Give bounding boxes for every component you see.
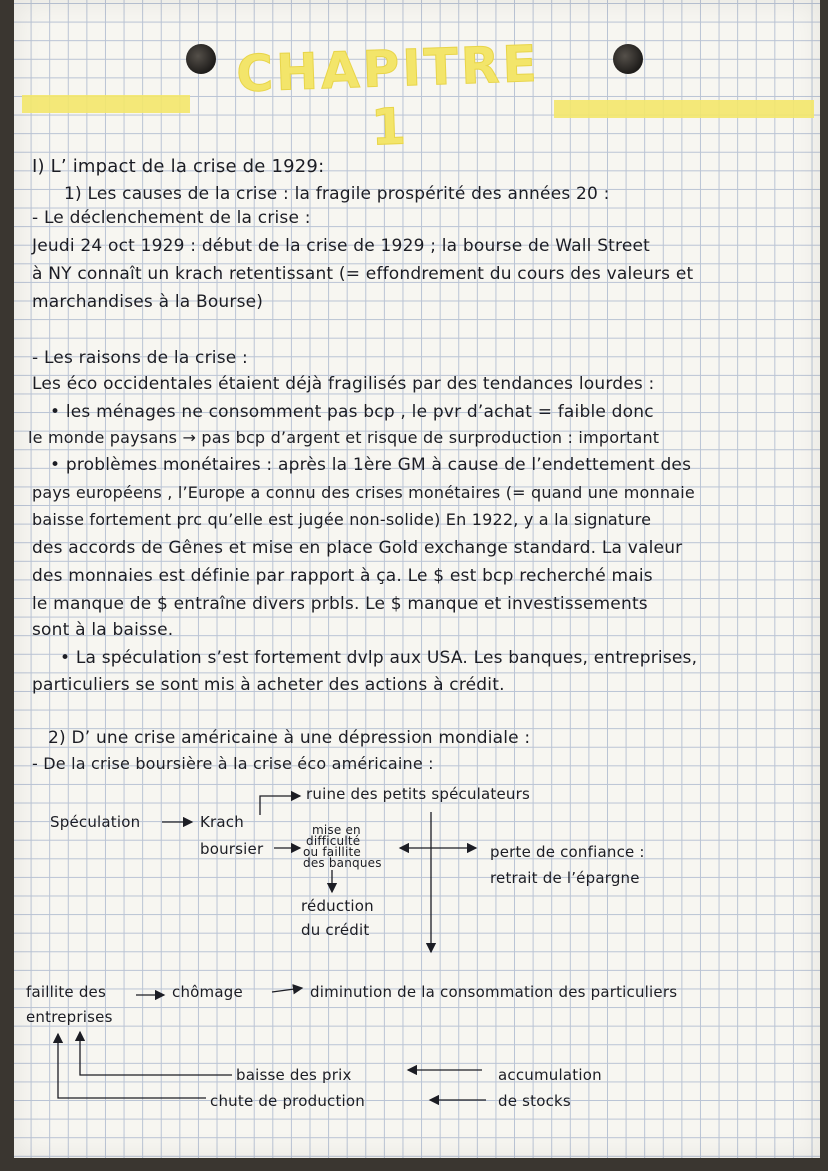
text-line: - Le déclenchement de la crise : <box>32 208 311 228</box>
arrow-chomage-diminution <box>272 988 302 992</box>
diagram-krach-2: boursier <box>200 840 264 858</box>
subsection-1-heading: 1) Les causes de la crise : la fragile prospérité des années 20 : <box>64 184 610 204</box>
diagram-chomage: chômage <box>172 983 243 1001</box>
diagram-reduction-2: du crédit <box>301 921 370 939</box>
diagram-baisse-prix: baisse des prix <box>236 1066 352 1084</box>
diagram-faillite-2: entreprises <box>26 1008 113 1026</box>
diagram-faillite-1: faillite des <box>26 983 106 1001</box>
text-line: des monnaies est définie par rapport à ça. Le $ est bcp recherché mais <box>32 566 653 586</box>
diagram-banques-4: des banques <box>303 856 382 870</box>
text-line: • les ménages ne consomment pas bcp , le pvr d’achat = faible donc <box>50 402 654 422</box>
text-line: Jeudi 24 oct 1929 : début de la crise de 1929 ; la bourse de Wall Street <box>32 236 651 256</box>
text-line: • La spéculation s’est fortement dvlp aux USA. Les banques, entreprises, <box>60 648 698 668</box>
subsection-2-heading: 2) D’ une crise américaine à une dépression mondiale : <box>48 728 531 748</box>
arrow-prix-faillite <box>80 1032 232 1075</box>
text-line: baisse fortement prc qu’elle est jugée non-solide) En 1922, y a la signature <box>32 510 652 529</box>
chapter-title: CHAPITRE 1 <box>235 34 541 157</box>
text-line: particuliers se sont mis à acheter des actions à crédit. <box>32 675 505 695</box>
text-line: le monde paysans → pas bcp d’argent et risque de surproduction : important <box>28 428 660 447</box>
diagram-speculation: Spéculation <box>50 813 141 831</box>
diagram-perte-1: perte de confiance : <box>490 843 645 861</box>
text-line: sont à la baisse. <box>32 620 174 640</box>
text-line: - Les raisons de la crise : <box>32 348 248 368</box>
arrow-krach-ruine <box>260 796 300 815</box>
diagram-accumulation-1: accumulation <box>498 1066 602 1084</box>
section-1-heading: I) L’ impact de la crise de 1929: <box>32 156 325 177</box>
diagram-perte-2: retrait de l’épargne <box>490 869 640 887</box>
diagram-ruine: ruine des petits spéculateurs <box>306 785 531 803</box>
diagram-arrows <box>14 0 820 1158</box>
diagram-banques-1: mise en <box>312 823 361 837</box>
text-line: à NY connaît un krach retentissant (= effondrement du cours des valeurs et <box>32 264 694 284</box>
subsection-2-line: - De la crise boursière à la crise éco américaine : <box>32 754 434 773</box>
text-line: des accords de Gênes et mise en place Gold exchange standard. La valeur <box>32 538 683 558</box>
diagram-krach-1: Krach <box>200 813 244 831</box>
text-line: • problèmes monétaires : après la 1ère GM à cause de l’endettement des <box>50 455 692 475</box>
text-line: le manque de $ entraîne divers prbls. Le $ manque et investissements <box>32 594 648 614</box>
notebook-page <box>14 0 820 1158</box>
diagram-banques-3: ou faillite <box>303 845 361 859</box>
diagram-banques-2: difficulté <box>306 834 361 848</box>
text-line: pays européens , l’Europe a connu des crises monétaires (= quand une monnaie <box>32 483 695 502</box>
diagram-diminution: diminution de la consommation des particuliers <box>310 983 678 1001</box>
text-line: marchandises à la Bourse) <box>32 292 264 312</box>
diagram-reduction-1: réduction <box>301 897 374 915</box>
diagram-chute: chute de production <box>210 1092 366 1110</box>
diagram-accumulation-2: de stocks <box>498 1092 571 1110</box>
text-line: Les éco occidentales étaient déjà fragilisés par des tendances lourdes : <box>32 374 655 394</box>
